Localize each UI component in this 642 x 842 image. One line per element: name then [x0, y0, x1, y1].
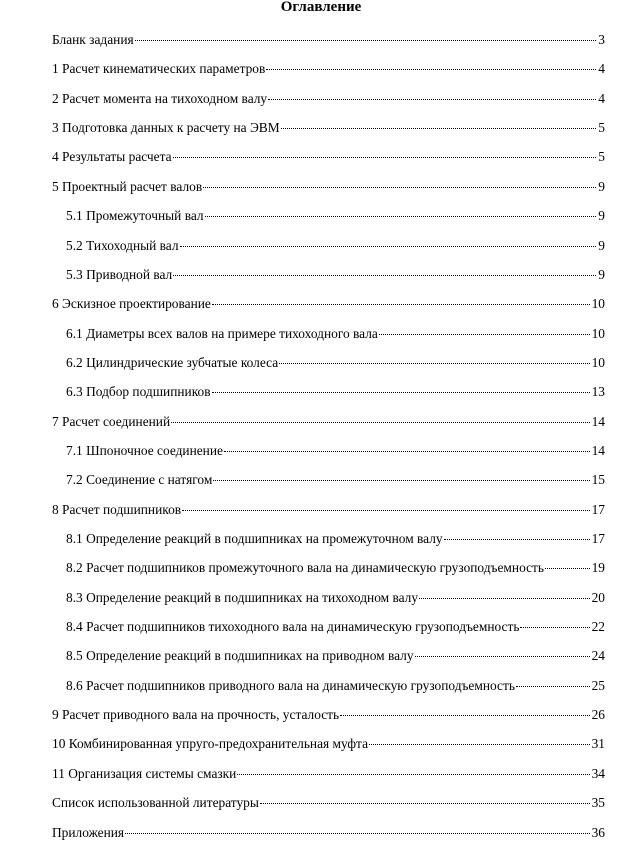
toc-entry[interactable]: [52, 31, 605, 49]
toc-entry-text: 7.1 Шпоночное соединение: [66, 442, 223, 458]
toc-page-number: 34: [591, 765, 605, 781]
toc-entry[interactable]: [52, 794, 605, 812]
toc-page-number: 10: [591, 354, 605, 370]
toc-entry-text: 8.6 Расчет подшипников приводного вала на динамическую грузоподъемность: [66, 677, 515, 693]
toc-entry[interactable]: [52, 413, 605, 431]
toc-page-number: 20: [591, 589, 605, 605]
toc-entry-text: 6.2 Цилиндрические зубчатые колеса: [66, 354, 279, 370]
toc-page-number: 17: [591, 501, 605, 517]
toc-entry-text: 8.2 Расчет подшипников промежуточного вала на динамическую грузоподъемность: [66, 560, 544, 576]
toc-entry[interactable]: [66, 530, 605, 548]
toc-entry-text: 11 Организация системы смазки: [52, 765, 237, 781]
toc-entry[interactable]: [66, 266, 605, 284]
toc-entry[interactable]: [52, 119, 605, 137]
toc-page-number: 9: [598, 178, 605, 194]
toc-dot-leader: [545, 568, 590, 569]
toc-entry-text: 3 Подготовка данных к расчету на ЭВМ: [52, 120, 280, 136]
toc-entry-text: 8.5 Определение реакций в подшипниках на приводном валу: [66, 648, 414, 664]
toc-page-number: 17: [591, 531, 605, 546]
toc-page-number: 19: [591, 560, 605, 576]
toc-page-number: 36: [591, 824, 605, 840]
toc-entry[interactable]: [52, 60, 605, 78]
toc-entry-text: 6 Эскизное проектирование: [52, 296, 211, 312]
toc-entry[interactable]: [52, 178, 605, 196]
toc-dot-leader: [369, 744, 590, 745]
toc-entry[interactable]: [66, 442, 605, 460]
toc-dot-leader: [212, 304, 590, 305]
toc-entry-text: 8.4 Расчет подшипников тихоходного вала на динамическую грузоподъемность: [66, 619, 520, 634]
toc-entry-text: Приложения: [52, 824, 125, 840]
toc-entry[interactable]: [52, 765, 605, 783]
toc-entry-text: 10 Комбинированная упруго-предохранительная муфта: [52, 736, 369, 752]
toc-entry[interactable]: [66, 589, 605, 607]
toc-dot-leader: [205, 216, 597, 217]
toc-entry-text: 7.2 Соединение с натягом: [66, 472, 213, 488]
toc-dot-leader: [213, 480, 589, 481]
toc-entry[interactable]: [66, 677, 605, 695]
toc-entry[interactable]: [52, 295, 605, 313]
toc-page-number: 13: [591, 384, 605, 400]
toc-page-number: 22: [591, 619, 605, 634]
toc-entry-text: 5.3 Приводной вал: [66, 266, 173, 282]
toc-dot-leader: [281, 128, 597, 129]
toc-entry[interactable]: [66, 237, 605, 255]
toc-dot-leader: [279, 363, 589, 364]
toc-dot-leader: [173, 275, 596, 276]
toc-dot-leader: [173, 157, 597, 158]
toc-page-number: 9: [598, 208, 605, 224]
toc-entry[interactable]: [66, 354, 605, 372]
toc-page-number: 5: [598, 120, 605, 136]
toc-dot-leader: [444, 539, 590, 540]
toc-dot-leader: [171, 422, 589, 423]
toc-dot-leader: [415, 656, 590, 657]
toc-entry-text: 5.1 Промежуточный вал: [66, 208, 204, 224]
toc-dot-leader: [125, 833, 590, 834]
toc-entry[interactable]: [66, 647, 605, 665]
toc-entry-text: 9 Расчет приводного вала на прочность, усталость: [52, 707, 340, 723]
toc-dot-leader: [180, 246, 597, 247]
toc-entry-text: 1 Расчет кинематических параметров: [52, 61, 266, 77]
toc-page-number: 10: [591, 325, 605, 341]
toc-entry[interactable]: [52, 824, 605, 842]
toc-entry[interactable]: [52, 501, 605, 519]
toc-page-number: 3: [598, 32, 605, 47]
toc-page-number: 26: [591, 707, 605, 723]
toc-page-number: 9: [598, 237, 605, 253]
toc-dot-leader: [379, 334, 590, 335]
toc-entry[interactable]: [66, 559, 605, 577]
toc-dot-leader: [260, 803, 590, 804]
toc-dot-leader: [516, 686, 590, 687]
toc-entry[interactable]: [66, 471, 605, 489]
toc-page-number: 14: [591, 442, 605, 458]
toc-entry-text: 5.2 Тихоходный вал: [66, 237, 179, 253]
toc-entry-text: 4 Результаты расчета: [52, 149, 172, 165]
toc-page-number: 5: [598, 149, 605, 165]
toc-dot-leader: [182, 510, 590, 511]
toc-dot-leader: [224, 451, 590, 452]
toc-dot-leader: [212, 392, 590, 393]
toc-entry[interactable]: [52, 90, 605, 108]
toc-page-number: 4: [598, 90, 605, 106]
toc-dot-leader: [266, 69, 596, 70]
toc-dot-leader: [520, 627, 589, 628]
toc-page-number: 24: [591, 648, 605, 664]
toc-page-number: 25: [591, 677, 605, 693]
toc-page-number: 4: [598, 61, 605, 77]
page-title: Оглавление: [280, 0, 362, 15]
toc-entry[interactable]: [52, 735, 605, 753]
toc-entry-text: 2 Расчет момента на тихоходном валу: [52, 90, 268, 106]
toc-page-number: 31: [591, 736, 605, 752]
toc-entry-text: 6.1 Диаметры всех валов на примере тихоходного вала: [66, 325, 378, 341]
toc-dot-leader: [268, 99, 596, 100]
toc-page-number: 15: [591, 472, 605, 488]
toc-dot-leader: [203, 187, 596, 188]
toc-dot-leader: [135, 40, 597, 41]
toc-dot-leader: [237, 774, 589, 775]
toc-entry-text: 5 Проектный расчет валов: [52, 178, 203, 194]
toc-entry-text: 8 Расчет подшипников: [52, 501, 182, 517]
toc-entry[interactable]: [52, 706, 605, 724]
toc-entry-text: 6.3 Подбор подшипников: [66, 384, 211, 400]
toc-page-number: 35: [591, 795, 605, 811]
toc-dot-leader: [340, 715, 589, 716]
toc-entry-text: Список использованной литературы: [52, 795, 259, 811]
toc-page-number: 10: [591, 296, 605, 312]
toc-entry-text: Бланк задания: [52, 32, 134, 47]
toc-entry[interactable]: [66, 325, 605, 343]
toc-entry[interactable]: [66, 207, 605, 225]
toc-entry-text: 8.3 Определение реакций в подшипниках на тихоходном валу: [66, 589, 419, 605]
toc-entry[interactable]: [66, 618, 605, 636]
toc-entry[interactable]: [66, 383, 605, 401]
toc-entry-text: 7 Расчет соединений: [52, 413, 171, 429]
toc-entry[interactable]: [52, 148, 605, 166]
toc-page-number: 14: [591, 413, 605, 429]
toc-dot-leader: [419, 598, 590, 599]
toc-page-number: 9: [598, 266, 605, 282]
toc-entry-text: 8.1 Определение реакций в подшипниках на промежуточном валу: [66, 531, 443, 546]
